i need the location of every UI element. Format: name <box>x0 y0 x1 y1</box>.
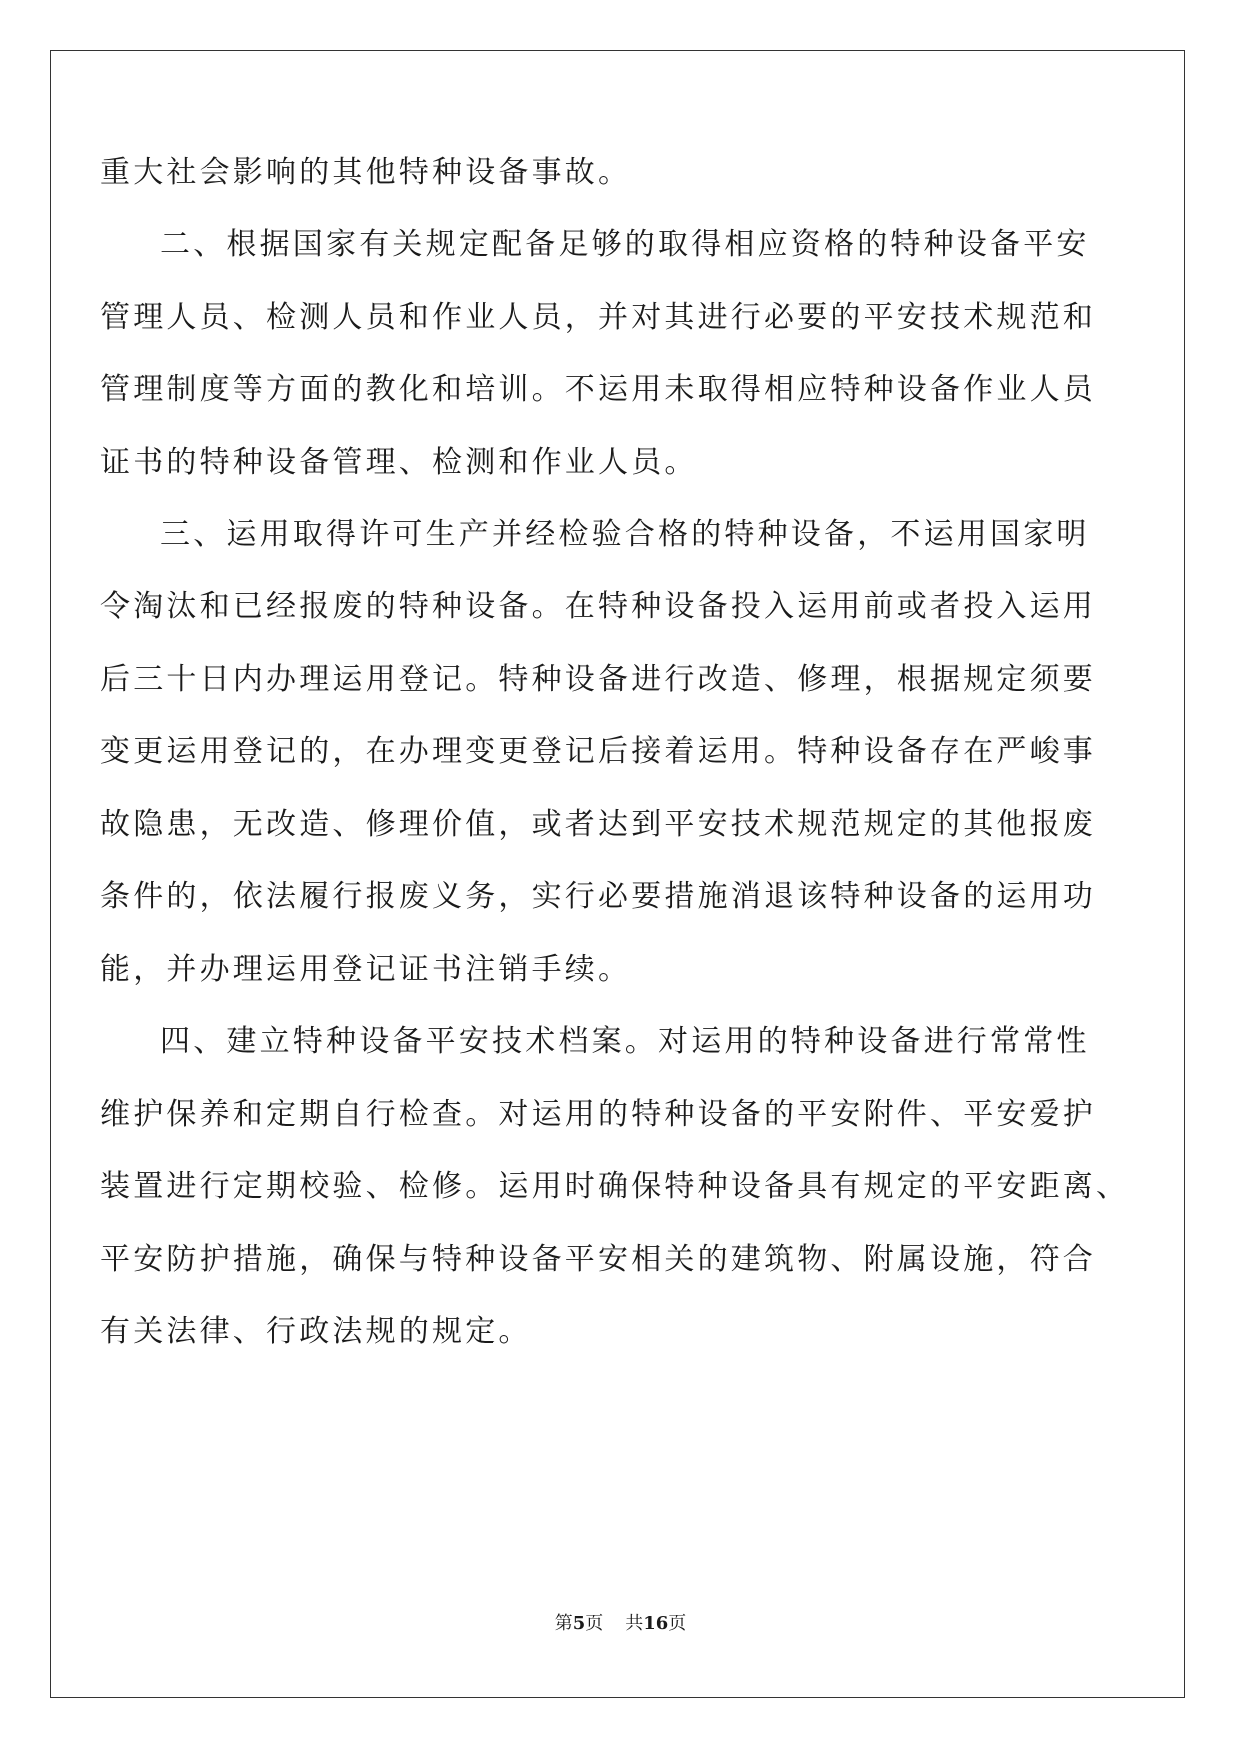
total-pages-prefix: 共 <box>625 1613 644 1634</box>
text-line: 条件的，依法履行报废义务，实行必要措施消退该特种设备的运用功 <box>100 879 1096 914</box>
text-line: 变更运用登记的，在办理变更登记后接着运用。特种设备存在严峻事 <box>100 734 1096 769</box>
text-line: 证书的特种设备管理、检测和作业人员。 <box>100 445 698 480</box>
text-line: 后三十日内办理运用登记。特种设备进行改造、修理，根据规定须要 <box>100 662 1096 697</box>
paragraph-start-line: 三、运用取得许可生产并经检验合格的特种设备，不运用国家明 <box>160 517 1090 552</box>
total-pages-suffix: 页 <box>668 1613 687 1634</box>
page-number-prefix: 第 <box>554 1613 573 1634</box>
text-line: 平安防护措施，确保与特种设备平安相关的建筑物、附属设施，符合 <box>100 1242 1096 1277</box>
text-line: 重大社会影响的其他特种设备事故。 <box>100 155 632 190</box>
page-number: 5 <box>572 1613 586 1634</box>
paragraph-start-line: 四、建立特种设备平安技术档案。对运用的特种设备进行常常性 <box>160 1024 1090 1059</box>
page-number-suffix: 页 <box>585 1613 604 1634</box>
paragraph-start-line: 二、根据国家有关规定配备足够的取得相应资格的特种设备平安 <box>160 227 1090 262</box>
text-line: 令淘汰和已经报废的特种设备。在特种设备投入运用前或者投入运用 <box>100 589 1096 624</box>
page-footer <box>0 1612 1241 1636</box>
text-line: 装置进行定期校验、检修。运用时确保特种设备具有规定的平安距离、 <box>100 1169 1130 1204</box>
text-line: 有关法律、行政法规的规定。 <box>100 1314 532 1349</box>
text-line: 管理制度等方面的教化和培训。不运用未取得相应特种设备作业人员 <box>100 372 1096 407</box>
total-pages: 16 <box>643 1613 669 1634</box>
text-line: 维护保养和定期自行检查。对运用的特种设备的平安附件、平安爱护 <box>100 1097 1096 1132</box>
text-line: 故隐患，无改造、修理价值，或者达到平安技术规范规定的其他报废 <box>100 807 1096 842</box>
text-line: 能，并办理运用登记证书注销手续。 <box>100 952 632 987</box>
text-line: 管理人员、检测人员和作业人员，并对其进行必要的平安技术规范和 <box>100 300 1096 335</box>
